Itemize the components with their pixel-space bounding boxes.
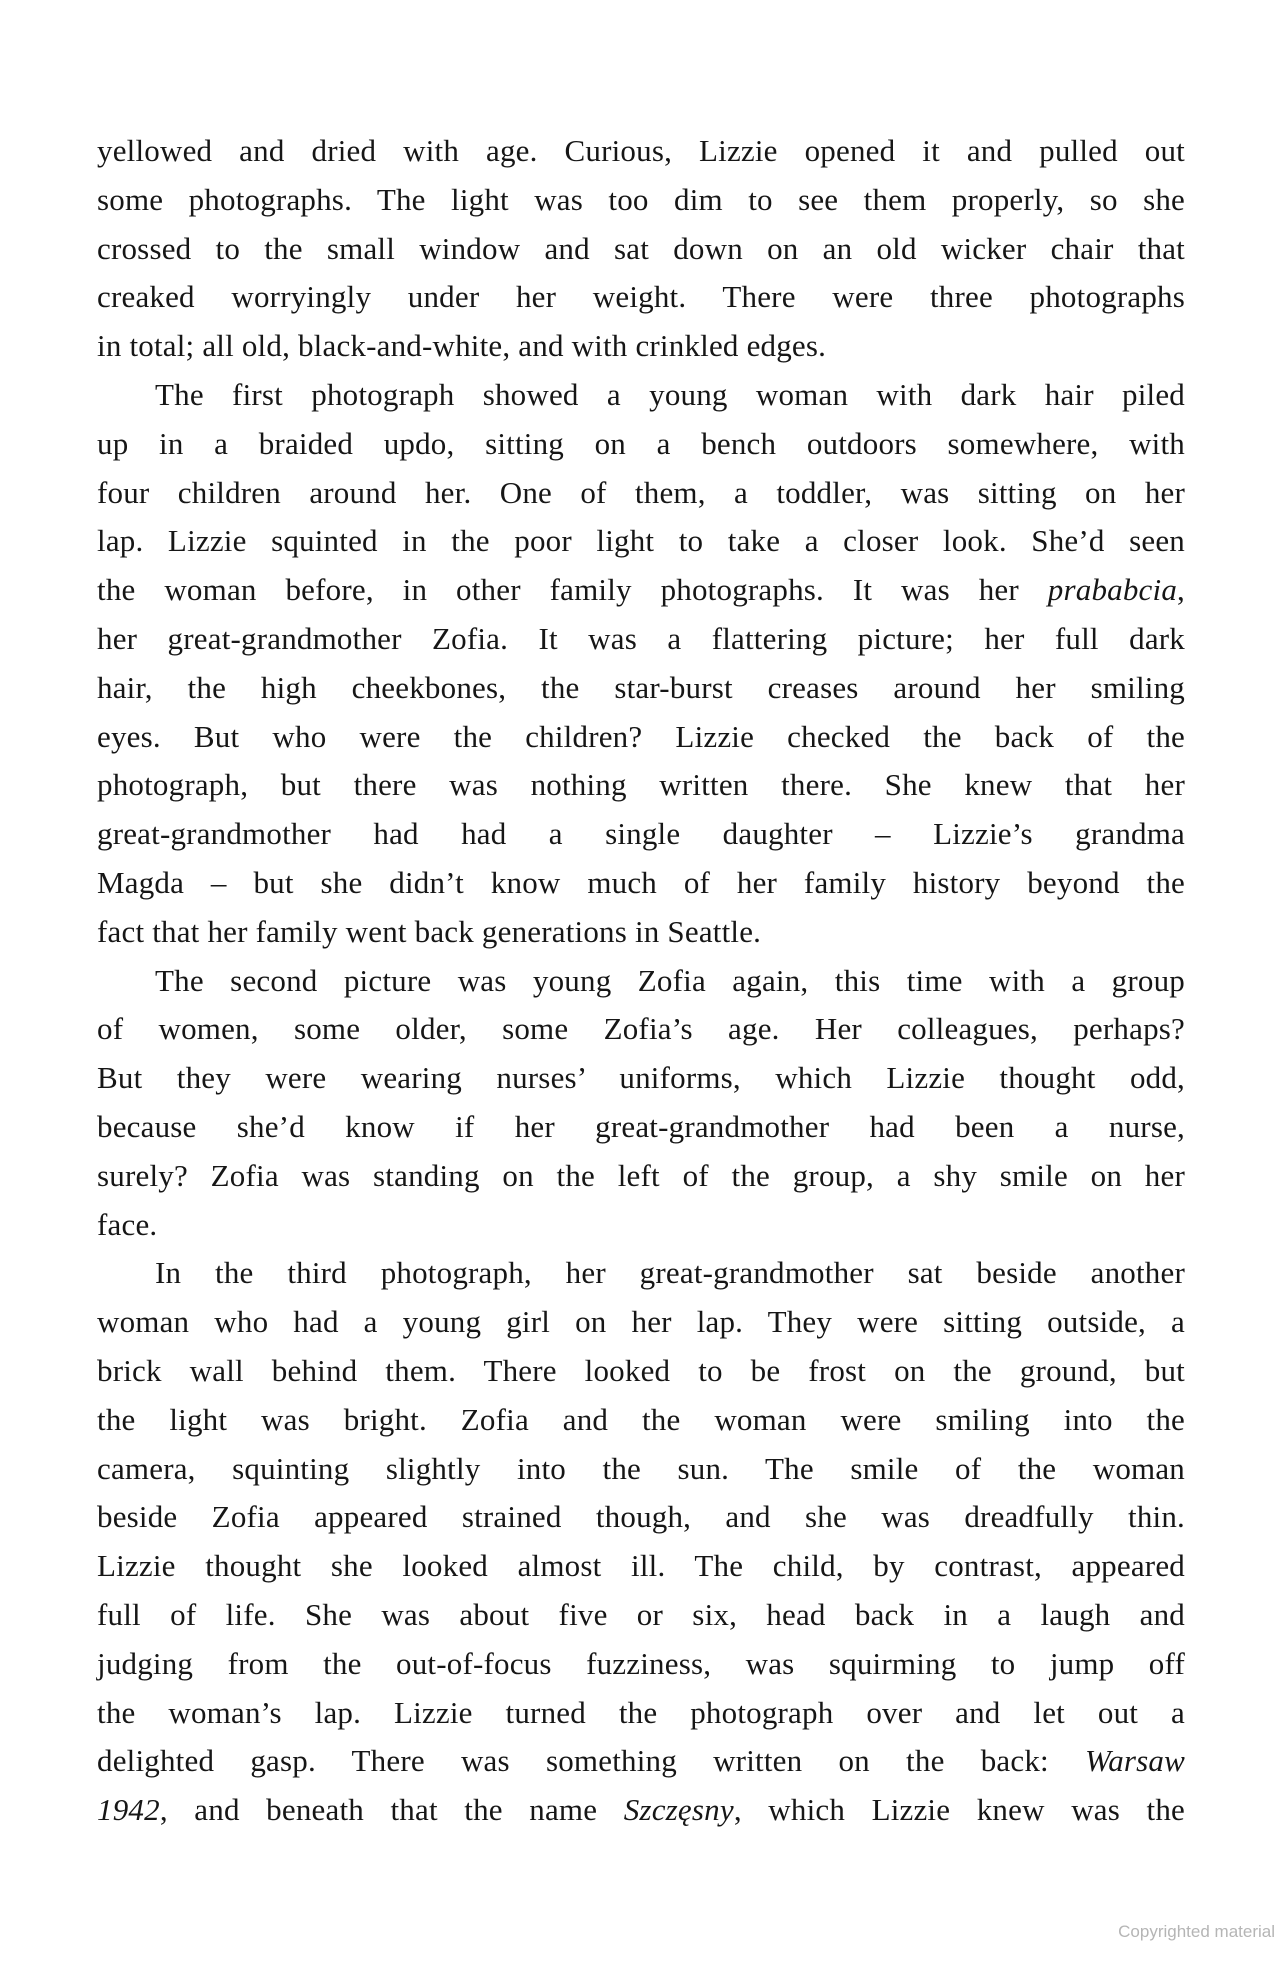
text-line: Magda – but she didn’t know much of her family history beyond the bbox=[97, 864, 1185, 900]
text-line: yellowed and dried with age. Curious, Lizzie opened it and pulled out bbox=[97, 133, 1185, 168]
text-line: judging from the out-of-focus fuzziness, was squirming to jump off bbox=[97, 1645, 1185, 1681]
text-line: creaked worryingly under her weight. There were three photographs bbox=[97, 279, 1185, 315]
text-line: up in a braided updo, sitting on a bench outdoors somewhere, with bbox=[97, 425, 1185, 461]
text-line: of women, some older, some Zofia’s age. Her colleagues, perhaps? bbox=[97, 1011, 1185, 1047]
text-line: brick wall behind them. There looked to be frost on the ground, but bbox=[97, 1352, 1185, 1388]
text-line: 1942, and beneath that the name Szczęsny, which Lizzie knew was the bbox=[97, 1792, 1185, 1828]
text-line: delighted gasp. There was something written on the back: Warsaw bbox=[97, 1743, 1185, 1779]
text-line: Lizzie thought she looked almost ill. The child, by contrast, appeared bbox=[97, 1548, 1185, 1584]
text-line: four children around her. One of them, a toddler, was sitting on her bbox=[97, 474, 1185, 510]
text-line: great-grandmother had had a single daughter – Lizzie’s grandma bbox=[97, 816, 1185, 852]
text-block bbox=[97, 127, 1185, 1835]
text-line: beside Zofia appeared strained though, and she was dreadfully thin. bbox=[97, 1499, 1185, 1535]
text-line: But they were wearing nurses’ uniforms, which Lizzie thought odd, bbox=[97, 1060, 1185, 1096]
text-line: The first photograph showed a young woman with dark hair piled bbox=[155, 376, 1185, 412]
text-line: crossed to the small window and sat down on an old wicker chair that bbox=[97, 230, 1185, 266]
text-line: her great-grandmother Zofia. It was a flattering picture; her full dark bbox=[97, 620, 1185, 656]
text-line: woman who had a young girl on her lap. They were sitting outside, a bbox=[97, 1304, 1185, 1340]
text-line: hair, the high cheekbones, the star-burst creases around her smiling bbox=[97, 669, 1185, 705]
text-line: the woman’s lap. Lizzie turned the photograph over and let out a bbox=[97, 1694, 1185, 1730]
text-line: camera, squinting slightly into the sun. The smile of the woman bbox=[97, 1450, 1185, 1486]
text-line: photograph, but there was nothing written there. She knew that her bbox=[97, 767, 1185, 803]
text-line: lap. Lizzie squinted in the poor light to take a closer look. She’d seen bbox=[97, 523, 1185, 559]
text-line: the light was bright. Zofia and the woman were smiling into the bbox=[97, 1401, 1185, 1437]
text-line: because she’d know if her great-grandmother had been a nurse, bbox=[97, 1108, 1185, 1144]
text-line: eyes. But who were the children? Lizzie checked the back of the bbox=[97, 718, 1185, 754]
text-line: fact that her family went back generations in Seattle. bbox=[97, 913, 762, 949]
text-line: surely? Zofia was standing on the left of the group, a shy smile on her bbox=[97, 1157, 1185, 1193]
copyright-notice: Copyrighted material bbox=[1118, 1922, 1275, 1941]
text-line: In the third photograph, her great-grandmother sat beside another bbox=[155, 1255, 1185, 1291]
text-line: full of life. She was about five or six, head back in a laugh and bbox=[97, 1596, 1185, 1632]
text-line: the woman before, in other family photographs. It was her prababcia, bbox=[97, 572, 1185, 608]
text-line: face. bbox=[97, 1206, 158, 1242]
text-line: The second picture was young Zofia again, this time with a group bbox=[155, 962, 1185, 998]
text-line: some photographs. The light was too dim to see them properly, so she bbox=[97, 181, 1185, 217]
text-line: in total; all old, black-and-white, and with crinkled edges. bbox=[97, 328, 827, 364]
